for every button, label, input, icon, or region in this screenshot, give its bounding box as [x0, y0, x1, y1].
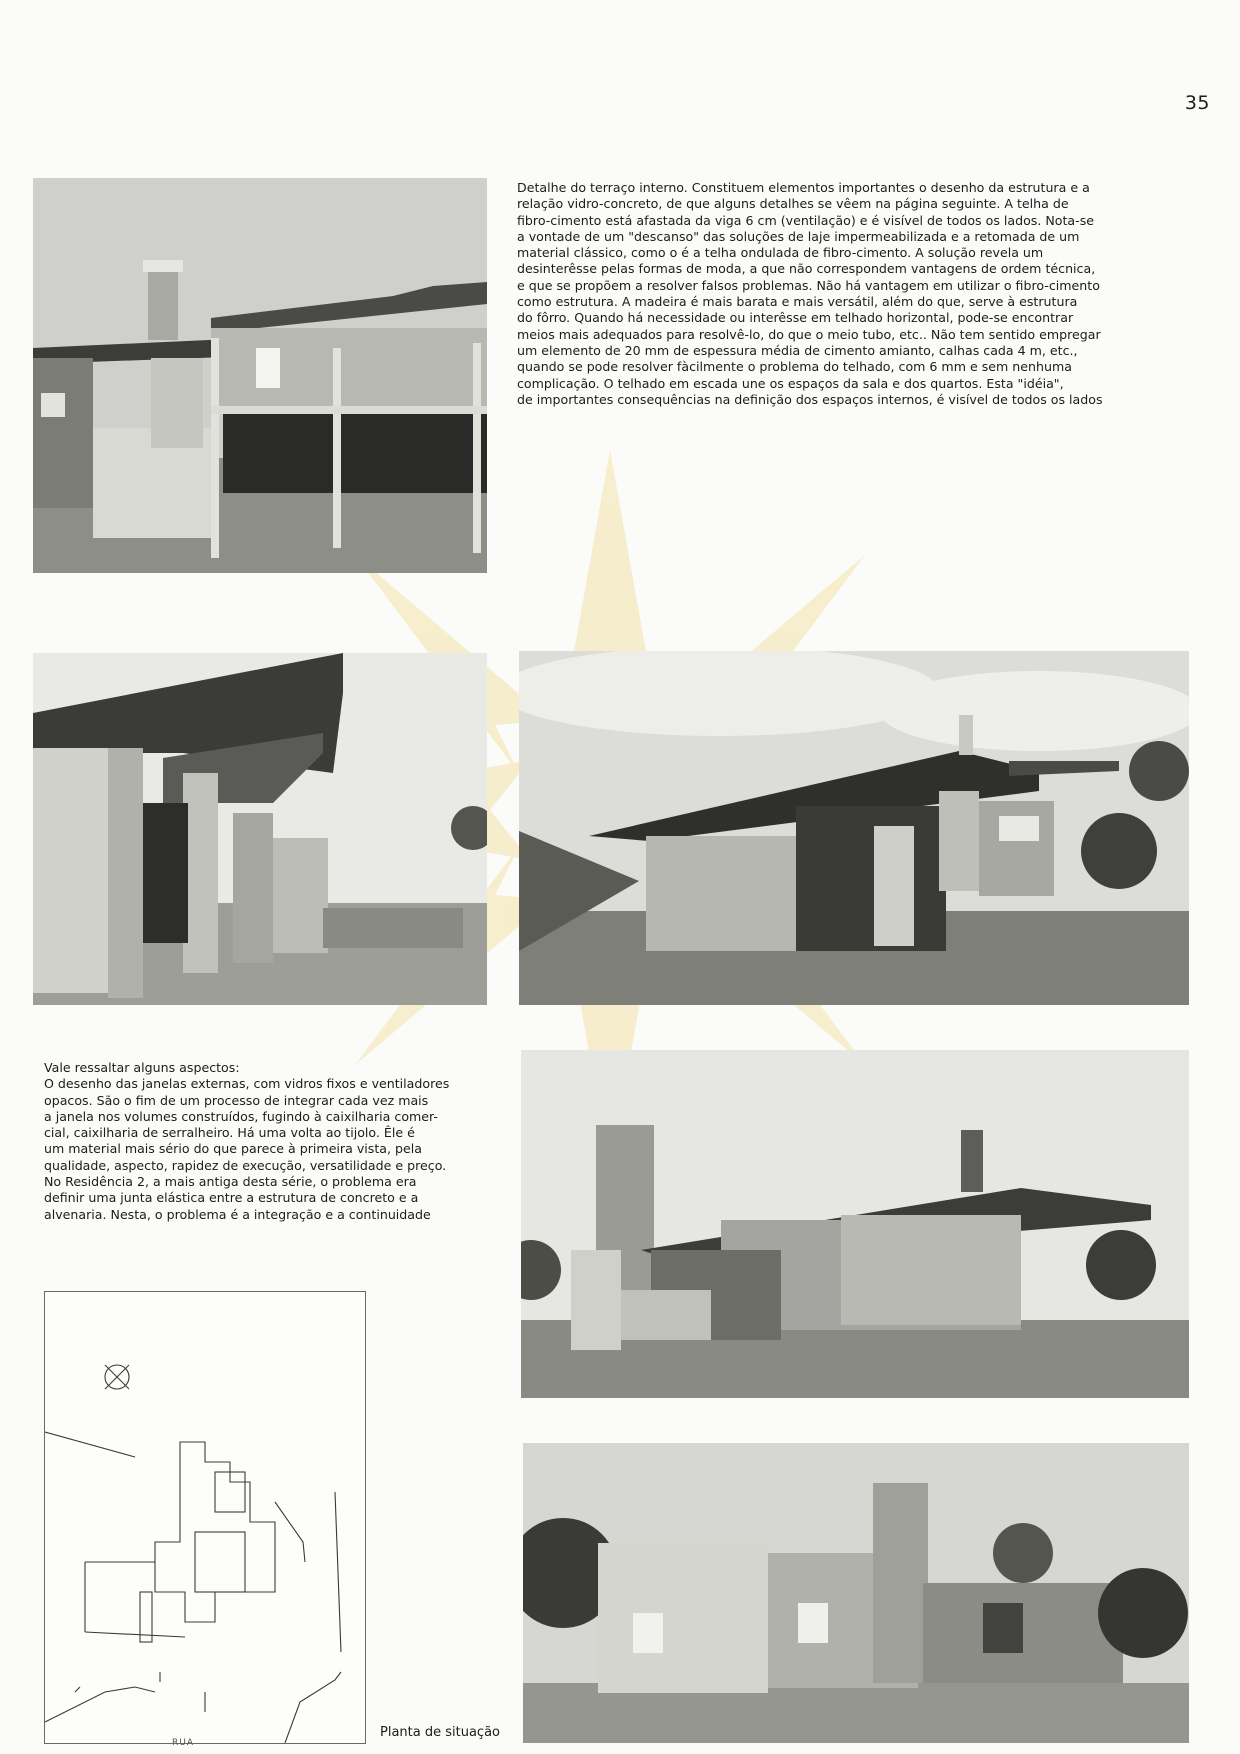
site-plan-caption: Planta de situação — [380, 1725, 500, 1740]
site-plan-drawing — [44, 1291, 366, 1744]
text-line: a vontade de um "descanso" das soluções de laje impermeabilizada e a retomada de um — [517, 228, 1080, 244]
photo-exterior-corner — [33, 653, 487, 1005]
terrace-description — [517, 180, 1185, 408]
text-line: cial, caixilharia de serralheiro. Há uma volta ao tijolo. Êle é — [44, 1125, 415, 1141]
text-line: meios mais adequados para resolvê-lo, do que o meio tubo, etc.. Não tem sentido empregar — [517, 326, 1101, 342]
text-line: No Residência 2, a mais antiga desta série, o problema era — [44, 1174, 417, 1190]
text-line: fibro-cimento está afastada da viga 6 cm (ventilação) e é visível de todos os lados. Nota-se — [517, 212, 1095, 228]
text-line: desinterêsse pelas formas de moda, a que não correspondem vantagens de ordem técnica, — [517, 261, 1096, 277]
text-line: complicação. O telhado em escada une os espaços da sala e dos quartos. Esta "idéia", — [517, 375, 1064, 391]
text-line: opacos. São o fim de um processo de integrar cada vez mais — [44, 1092, 429, 1108]
photo-house-side-chimney — [521, 1050, 1189, 1398]
north-arrow-icon — [105, 1365, 129, 1389]
text-line: quando se pode resolver fàcilmente o problema do telhado, com 6 mm e sem nenhuma — [517, 359, 1072, 375]
text-line: de importantes consequências na definição dos espaços internos, é visível de todos os lados — [517, 391, 1103, 407]
text-line: alvenaria. Nesta, o problema é a integração e a continuidade — [44, 1206, 431, 1222]
text-line: do fôrro. Quando há necessidade ou interêsse em telhado horizontal, pode-se encontrar — [517, 310, 1074, 326]
text-line: e que se propõem a resolver falsos problemas. Não há vantagem em utilizar o fibro-cimento — [517, 277, 1100, 293]
text-line: material clássico, como o é a telha ondulada de fibro-cimento. A solução revela um — [517, 245, 1044, 261]
photo-terrace-detail — [33, 178, 487, 573]
text-line: como estrutura. A madeira é mais barata e mais versátil, além do que, serve à estrutura — [517, 294, 1078, 310]
street-label: RUA — [172, 1738, 194, 1748]
photo-house-overview — [519, 651, 1189, 1005]
text-line: Detalhe do terraço interno. Constituem elementos importantes o desenho da estrutura e a — [517, 180, 1090, 195]
text-line: O desenho das janelas externas, com vidros fixos e ventiladores — [44, 1076, 450, 1092]
text-line: definir uma junta elástica entre a estrutura de concreto e a — [44, 1190, 419, 1206]
text-line: qualidade, aspecto, rapidez de execução, versatilidade e preço. — [44, 1157, 447, 1173]
text-line: Vale ressaltar alguns aspectos: — [44, 1060, 240, 1075]
text-line: um material mais sério do que parece à primeira vista, pela — [44, 1141, 422, 1157]
text-line: a janela nos volumes construídos, fugindo à caixilharia comer- — [44, 1108, 438, 1124]
photo-house-rear — [523, 1443, 1189, 1743]
text-line: um elemento de 20 mm de espessura média de cimento amianto, calhas cada 4 m, etc., — [517, 342, 1078, 358]
page-number: 35 — [1184, 92, 1210, 114]
text-line: relação vidro-concreto, de que alguns detalhes se vêem na página seguinte. A telha de — [517, 196, 1069, 212]
aspects-description — [44, 1060, 496, 1223]
